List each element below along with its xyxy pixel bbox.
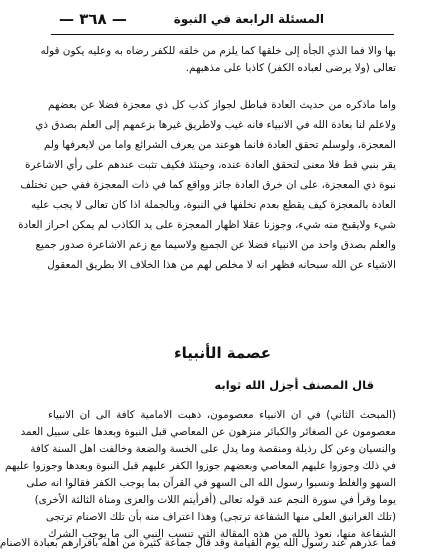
text-line: ولاعلم لنا بعادة الله في الانبياء فانه غيب ولاطريق غيرها بزعمهم إلى العلم بصدق ذي (35, 119, 396, 131)
text-line: بها والا فما الذي الجأه إلى خلقها كما يلزم من خلقه للكفر رضاه به وعليه يكون قوله (40, 45, 396, 57)
page-number: — ٣٦٨ — (59, 10, 127, 28)
text-line: (تلك الغرانيق العلى منها الشفاعة ترتجى) وهذا اعتراف منه بأن تلك الاصنام ترتجى (45, 511, 396, 523)
text-line: واما ماذكره من حديث العادة فباطل لجواز كذب كل ذي معجزة فضلا عن بعضهم (48, 99, 396, 111)
text-line: يقر بنبي قط فلا معنى لتحقق العادة عنده، وحينئذ فكيف تثبت عندهم على رأي الاشاعرة (25, 159, 396, 171)
text-line: يوما وقرأ في سورة النجم عند قوله تعالى (أفرأيتم اللات والعزى ومناة الثالثة الأخرى) (34, 494, 396, 506)
text-line: (المبحث الثاني) في ان الانبياء معصومون، ذهبت الامامية كافة الى ان الانبياء (48, 409, 396, 421)
text-line: العادة بالمعجزة كيف يقطع بعدم تخلفها في النبوة، وبالجملة اذا كان تعالى لا يجب عليه (31, 199, 396, 211)
text-line: نبوة ذي المعجزة، على ان خرق العادة جائز وواقع كما في ذات المعجزة ففي حين تختلف (20, 179, 396, 191)
text-line: المعجزة، ولوسلم تحقق العادة فانما هوعند من يعرف الشرائع واما من لايعرفها ولم (43, 139, 396, 151)
text-line: في ذلك وجوزوا عليهم المعاصي وبعضهم جوزوا الكفر عليهم قبل النبوة وبعدها وجوزوا عليهم (5, 460, 396, 472)
text-line: تعالى (ولا يرضى لعباده الكفر) كاذبا على مذهبهم. (185, 62, 396, 74)
text-line: الاشياء عن الله سبحانه فظهر انه لا مخلص لهم من هذا الخلاف الا بطريق المعقول (47, 259, 396, 271)
running-title: المسئلة الرابعة في النبوة (173, 12, 324, 26)
text-line: شيء ولايقبح منه شيء، وجوزنا عقلا اظهار المعجزة على يد الكاذب لم يمكن احراز العادة (18, 219, 396, 231)
page-header (51, 8, 394, 35)
text-line: والعلم بصدق واحد من الانبياء فضلا عن الجميع ولاسيما مع زعم الاشاعرة صدور جميع (35, 239, 396, 251)
text-line: السهو والغلط ونسبوا رسول الله الى السهو في القرآن بما يوجب الكفر فقالوا انه صلى (26, 477, 396, 489)
text-line: فما عذرهم عند رسول الله يوم القيامة وقد قال جماعة كثيرة من اهله باقرارهم بعبادة الاصنام (0, 537, 396, 549)
subheading: قال المصنف أجزل الله ثوابه (214, 378, 374, 392)
text-line: والنسيان وعن كل رذيلة ومنقصة وما يدل على الخسة والضعة وخالفت اهل السنة كافة (30, 443, 396, 455)
text-line: معصومون عن الصغائر والكبائر منزهون عن المعاصي قبل النبوة وبعدها على سبيل العمد (20, 426, 396, 438)
text-line: الشفاعة منها، نعوذ بالله من هذه المقالة التي تنسب النبي الى ما يوجب الشرك (48, 528, 396, 540)
section-title: عصمة الأنبياء (174, 344, 271, 362)
